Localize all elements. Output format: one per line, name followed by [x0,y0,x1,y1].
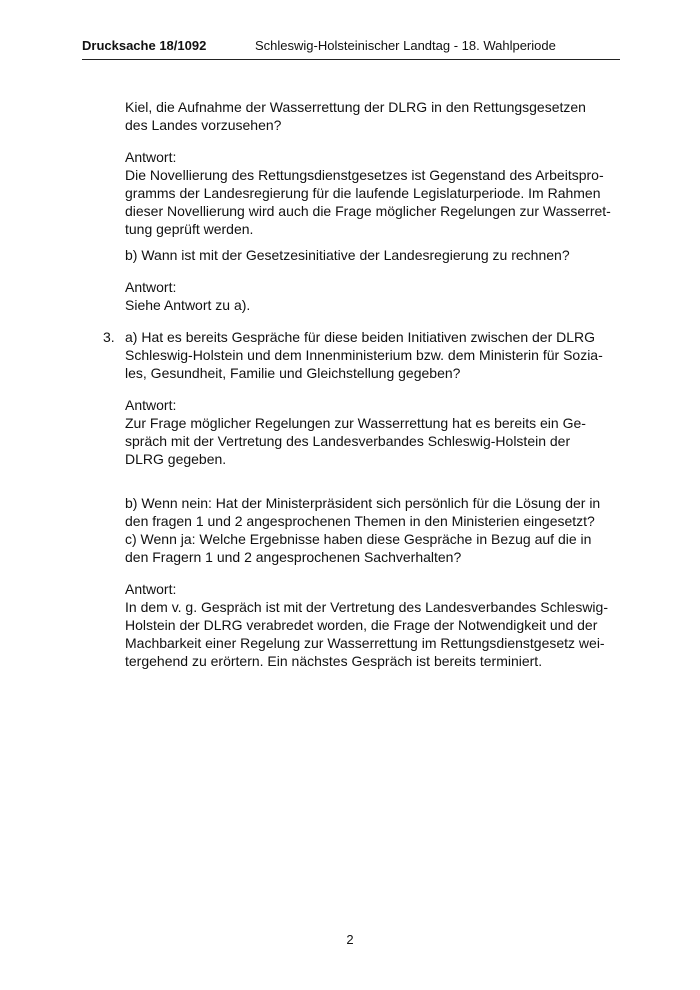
document-number: Drucksache 18/1092 [82,38,207,53]
question-text-line: b) Wenn nein: Hat der Ministerpräsident sich persönlich für die Lösung der in [125,495,601,511]
question-continuation-line: Kiel, die Aufnahme der Wasserrettung der DLRG in den Rettungsgesetzen [125,99,586,115]
question-text-line: c) Wenn ja: Welche Ergebnisse haben diese Gespräche in Bezug auf die in [125,531,592,547]
answer-text-line: Zur Frage möglicher Regelungen zur Wasserrettung hat es bereits ein Ge- [125,415,586,431]
answer-label: Antwort: [125,149,177,165]
question-text-line: les, Gesundheit, Familie und Gleichstellung gegeben? [125,365,461,381]
question-text-line: a) Hat es bereits Gespräche für diese beiden Initiativen zwischen der DLRG [125,329,596,345]
answer-text-line: Siehe Antwort zu a). [125,297,251,313]
question-text-line: Schleswig-Holstein und dem Innenministerium bzw. dem Ministerin für Sozia- [125,347,603,363]
answer-text-line: gramms der Landesregierung für die laufende Legislaturperiode. Im Rahmen [125,185,601,201]
question-b-line: b) Wann ist mit der Gesetzesinitiative der Landesregierung zu rechnen? [125,247,570,263]
header-divider [82,59,620,60]
answer-text-line: Die Novellierung des Rettungsdienstgesetzes ist Gegenstand des Arbeitspro- [125,167,604,183]
parliament-title: Schleswig-Holsteinischer Landtag - 18. Wahlperiode [255,38,556,53]
answer-text-line: DLRG gegeben. [125,451,227,467]
answer-text-line: spräch mit der Vertretung des Landesverbandes Schleswig-Holstein der [125,433,571,449]
answer-text-line: In dem v. g. Gespräch ist mit der Vertretung des Landesverbandes Schleswig- [125,599,608,615]
answer-text-line: Holstein der DLRG verabredet worden, die Frage der Notwendigkeit und der [125,617,598,633]
page-header [82,38,620,58]
question-continuation-line: des Landes vorzusehen? [125,117,282,133]
answer-text-line: tung geprüft werden. [125,221,254,237]
answer-text-line: tergehend zu erörtern. Ein nächstes Gespräch ist bereits terminiert. [125,653,543,669]
question-number: 3. [103,329,115,345]
answer-label: Antwort: [125,581,177,597]
answer-label: Antwort: [125,279,177,295]
answer-label: Antwort: [125,397,177,413]
page-number: 2 [346,932,354,947]
question-text-line: den Fragern 1 und 2 angesprochenen Sachverhalten? [125,549,462,565]
question-text-line: den fragen 1 und 2 angesprochenen Themen in den Ministerien eingesetzt? [125,513,595,529]
answer-text-line: Machbarkeit einer Regelung zur Wasserrettung im Rettungsdienstgesetz wei- [125,635,605,651]
answer-text-line: dieser Novellierung wird auch die Frage möglicher Regelungen zur Wasserret- [125,203,611,219]
